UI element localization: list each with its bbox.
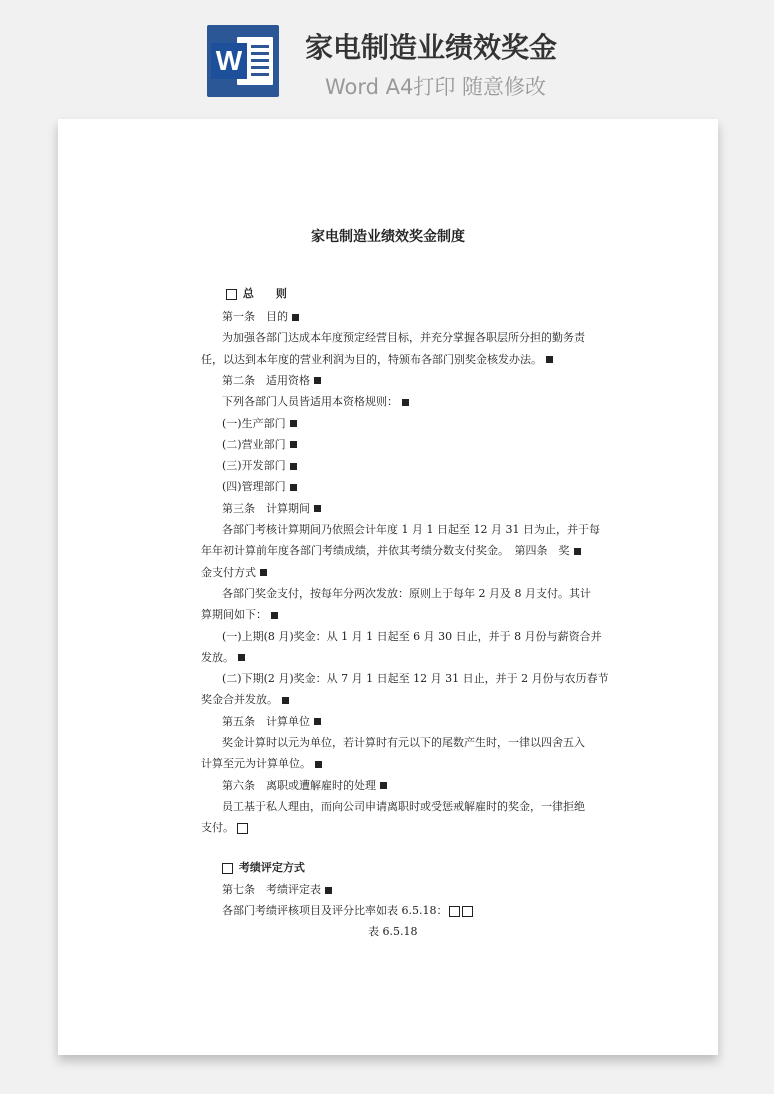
body-line: 员工基于私人理由，而向公司申请离职时或受惩戒解雇时的奖金，一律拒绝 <box>222 799 585 813</box>
section-heading-text: 总 则 <box>242 287 287 300</box>
table-caption: 表 6.5.18 <box>368 925 418 938</box>
body-line: 第二条 适用资格 <box>222 372 321 388</box>
document-page <box>58 119 718 1055</box>
body-line: 各部门考核计算期间乃依照会计年度 1 月 1 日起至 12 月 31 日为止，并于每 <box>222 523 600 536</box>
body-line: 计算至元为计算单位。 <box>201 755 322 771</box>
body-line: (二)下期(2 月)奖金：从 7 月 1 日起至 12 月 31 日止，并于 2 月份与农历春节 <box>222 672 609 686</box>
body-line: 金支付方式 <box>201 564 267 580</box>
body-line: 各部门奖金支付，按每年分两次发放：原则上于每年 2 月及 8 月支付。其计 <box>222 586 591 600</box>
body-line: (一)上期(8 月)奖金：从 1 月 1 日起至 6 月 30 日止，并于 8 月份与薪资合并 <box>222 629 602 643</box>
body-line: 支付。 <box>201 819 250 835</box>
body-line: 奖金合并发放。 <box>201 691 289 707</box>
section-heading-text: 考绩评定方式 <box>238 861 305 874</box>
section-heading-general <box>226 285 287 301</box>
banner <box>0 0 774 112</box>
section-heading-appraisal <box>222 859 305 875</box>
banner-subtitle: Word A4打印 随意修改 <box>325 75 547 99</box>
body-line: (二)营业部门 <box>222 436 297 452</box>
body-line: 发放。 <box>201 649 245 665</box>
body-line: 算期间如下： <box>201 606 278 622</box>
word-logo-letter: W <box>211 43 247 79</box>
body-line: 为加强各部门达成本年度预定经营目标，并充分掌握各职层所分担的勤务责 <box>222 331 585 345</box>
body-line: (四)管理部门 <box>222 478 297 494</box>
body-line: 第三条 计算期间 <box>222 500 321 516</box>
body-line: 奖金计算时以元为单位，若计算时有元以下的尾数产生时，一律以四舍五入 <box>222 736 585 749</box>
checkbox-square-icon <box>222 863 233 874</box>
body-line: 第一条 目的 <box>222 308 299 324</box>
body-line: 下列各部门人员皆适用本资格规则： <box>222 393 409 409</box>
body-line: 第六条 离职或遭解雇时的处理 <box>222 777 387 793</box>
body-line: 年年初计算前年度各部门考绩成绩，并依其考绩分数支付奖金。 第四条 奖 <box>201 542 581 558</box>
article-seven-heading: 第七条 考绩评定表 <box>222 881 332 897</box>
body-line: (一)生产部门 <box>222 415 297 431</box>
banner-title: 家电制造业绩效奖金 <box>305 31 558 64</box>
body-line: (三)开发部门 <box>222 457 297 473</box>
body-line: 第五条 计算单位 <box>222 713 321 729</box>
article-seven-body: 各部门考绩评核项目及评分比率如表 6.5.18： <box>222 902 475 918</box>
document-title: 家电制造业绩效奖金制度 <box>311 229 465 245</box>
checkbox-square-icon <box>226 289 237 300</box>
body-line: 任，以达到本年度的营业利润为目的，特颁布各部门别奖金核发办法。 <box>201 351 553 367</box>
word-logo-icon <box>207 25 279 97</box>
